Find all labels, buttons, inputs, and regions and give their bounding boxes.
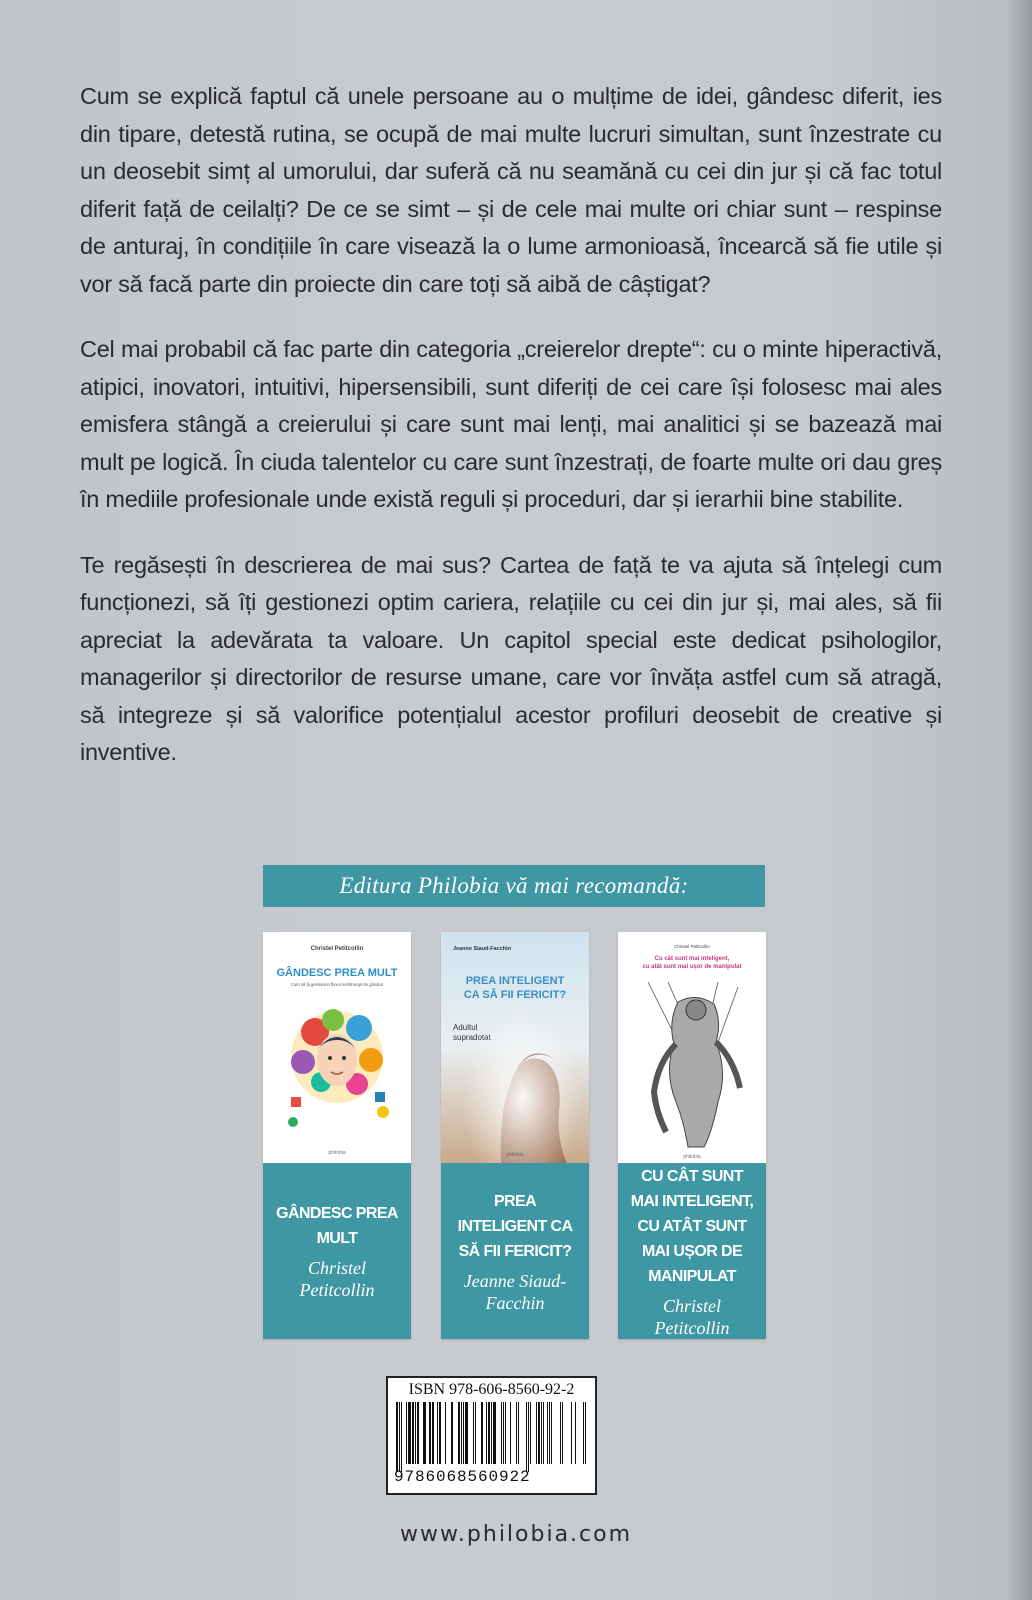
book-title-2: PREA INTELIGENT CA SĂ FII FERICIT? (457, 1192, 573, 1260)
cover-publisher-2: philobia (506, 1152, 524, 1158)
puppet-engraving-icon (618, 932, 766, 1163)
blurb-paragraph-1: Cum se explică faptul că unele persoane au o mulțime de idei, gândesc diferit, ies din tipare, detestă rutina, se ocupă de mai multe lucruri simultan, sunt înzestrate cu un deosebit simț al umorului, dar suferă că nu seamănă cu cei din jur și că fac totul diferit față de ceilalți? De ce se simt – și de cele mai multe ori chiar sunt – respinse de anturaj, în condițiile în care visează la o lume armonioasă, încearcă să fie utile și vor să facă parte din proiecte din care toți să aibă de câștigat? (80, 83, 942, 297)
cover-author-1: Christel Petitcollin (310, 946, 364, 952)
cover-title-3a: Cu cât sunt mai inteligent, (654, 956, 730, 962)
isbn-label: ISBN 978-606-8560-92-2 (408, 1381, 575, 1398)
book-cover-thumbnail-1 (263, 932, 411, 1163)
cover-publisher-1: philobia (328, 1150, 346, 1156)
cover-author-3: Christel Petitcollin (674, 944, 710, 949)
book-info-3 (618, 1163, 766, 1339)
book-author-3: Christel Petitcollin (654, 1295, 730, 1338)
recommendations-banner: Editura Philobia vă mai recomandă: (263, 865, 765, 907)
publisher-website[interactable]: www.philobia.com (399, 1522, 633, 1547)
recommended-book-1[interactable] (263, 932, 411, 1339)
isbn-barcode (386, 1376, 597, 1495)
blurb-paragraph-3: Te regăsești în descrierea de mai sus? Cartea de față te va ajuta să înțelegi cum funcționezi, să îți gestionezi optim cariera, relațiile cu cei din jur și, mai ales, să fii apreciat la adevărata ta valoare. Un capitol special este dedicat psihologilor, managerilor și directorilor de resurse umane, care vor învăța astfel cum să atragă, să integreze și să valorifice potențialul acestor profiluri deosebit de creative și inventive. (80, 551, 942, 765)
isbn-digits: 9786068560922 (394, 1468, 531, 1486)
spine-shadow (1006, 0, 1032, 1600)
book-info-1 (263, 1163, 411, 1339)
barcode-icon (394, 1402, 590, 1472)
book-title-3: CU CÂT SUNT MAI INTELIGENT, CU ATÂT SUNT MAI UȘOR DE MANIPULAT (630, 1167, 754, 1285)
book-cover-thumbnail-2 (441, 932, 589, 1163)
book-info-2 (441, 1163, 589, 1339)
blurb-paragraph-2: Cel mai probabil că fac parte din categoria „creierelor drepte“: cu o minte hiperactivă, atipici, inovatori, intuitivi, hipersensibili, sunt diferiți de cei care își folosesc mai ales emisfera stângă a creierului și care sunt mai lenți, mai analitici și se bazează mai mult pe logică. În ciuda talentelor cu care sunt înzestrați, de foarte multe ori dau greș în mediile profesionale unde există reguli și proceduri, dar și ierarhii bine stabilite. (80, 336, 942, 512)
cover-subtitle-1: Cum să îți gestionezi fluxul neîntrerupt de gânduri (290, 982, 384, 987)
cover-title-1: GÂNDESC PREA MULT (276, 967, 398, 979)
blurred-face-photo-icon (441, 932, 589, 1163)
book-cover-thumbnail-3 (618, 932, 766, 1163)
recommended-book-3[interactable] (618, 932, 766, 1339)
book-title-1: GÂNDESC PREA MULT (276, 1205, 398, 1247)
cover-title-3b: cu atât sunt mai ușor de manipulat (642, 964, 742, 970)
colorful-head-illustration-icon (263, 932, 411, 1163)
recommended-book-2[interactable] (441, 932, 589, 1339)
book-author-1: Christel Petitcollin (299, 1258, 375, 1300)
book-author-2: Jeanne Siaud-Facchin (463, 1270, 567, 1313)
cover-publisher-3: philobia (683, 1154, 701, 1160)
blurb-text (80, 78, 942, 800)
